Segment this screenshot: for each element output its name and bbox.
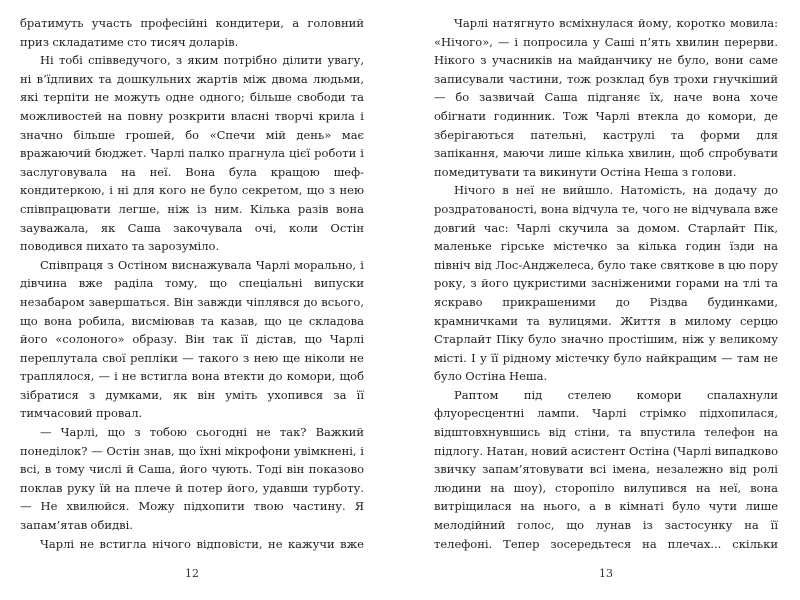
left-page [20,14,364,584]
left-paragraph-2: Ні тобі співведучого, з яким потрібно ділити увагу, ні в’їдливих та дошкульних жартів між двома людьми, які терпіти не можуть одне одного; більше свободи та можливостей на повну розкрити власні творчі крила і значно більше грошей, бо «Спечи мій день» має вражаючий бюджет. Чарлі палко прагнула цієї роботи і заслуговувала на неї. Вона була кращою шеф-кондитеркою, і ні для кого не було секретом, що з нею співпрацювати легше, ніж із ним. Кілька разів вона зауважала, як Саша закочувала очі, коли Остін поводився пихато та зарозуміло. [20,53,364,254]
left-paragraph-4: — Чарлі, що з тобою сьогодні не так? Важкий понеділок? — Остін знав, що їхні мікрофони увімкнені, і всі, в тому числі й Саша, його чують. Тоді він показово поклав руку їй на плече й потер його, удавши турботу. — Не хвилюйся. Можу підхопити твою частину. Я запам’ятав обидві. [20,425,364,533]
left-page-number: 12 [185,567,199,580]
left-page-body [20,14,364,554]
right-paragraph-2: Нічого в неї не вийшло. Натомість, на додачу до роздратованості, вона відчула те, чого не відчувала вже довгий час: Чарлі скучила за домом. Старлайт Пік, маленьке гірське містечко за кілька годин їзди на північ від Лос-Анджелеса, було таке святкове в цю пору року, з його цукристими засніженими горами на тлі та яскраво прикрашеними до Різдва будинками, крамничками та вулицями. Життя в милому серцю Старлайт Піку було значно простішим, ніж у великому місті. І у її рідному містечку було найкращим — там не було Остіна Неша. [434,183,778,384]
right-page-number: 13 [599,567,613,580]
right-page-body [434,14,778,554]
left-paragraph-1: братимуть участь професійні кондитери, а головний приз складатиме сто тисяч доларів. [20,16,364,49]
right-paragraph-1: Чарлі натягнуто всміхнулася йому, коротко мовила: «Нічого», — і попросила у Саші п’ять хвилин перерви. Нікого з учасників на майданчику не було, вони саме записували частини, тож розклад був трохи гнучкіший — бо зазвичай Саша підганяє їх, наче вона хоче обігнати годинник. Тож Чарлі втекла до комори, де зберігаються пательні, каструлі та форми для запікання, маючи лише кілька хвилин, щоб спробувати помедитувати та викинути Остіна Неша з голови. [434,16,778,179]
right-page [434,14,778,584]
left-paragraph-5: Чарлі не встигла нічого відповісти, не кажучи вже [40,536,364,551]
left-paragraph-3: Співпраця з Остіном виснажувала Чарлі морально, і дівчина вже раділа тому, що спеціальні випуски незабаром завершаться. Він завжди чіплявся до всього, що вона робила, висміював та казав, що це складова його «солоного» образу. Він так її дістав, що Чарлі переплутала свої репліки — такого з нею ще ніколи не траплялося, — і не встигла вона втекти до комори, щоб зібратися з думками, як він уміть ухопився за її тимчасовий провал. [20,257,364,421]
right-paragraph-3: Раптом під стелею комори спалахнули флуоресцентні лампи. Чарлі стрімко підхопилася, відштовхнувшись від стіни, та впустила телефон на підлогу. Натан, новий асистент Остіна (Чарлі випадково звичку запам’ятовувати всі імена, незалежно від ролі людини на шоу), сторопіло вилупився на неї, вона витріщилася на нього, а в кімнаті було чути лише мелодійний голос, що лунав із застосунку на її телефоні. Тепер зосередьтеся на плечах... скільки [434,387,778,551]
